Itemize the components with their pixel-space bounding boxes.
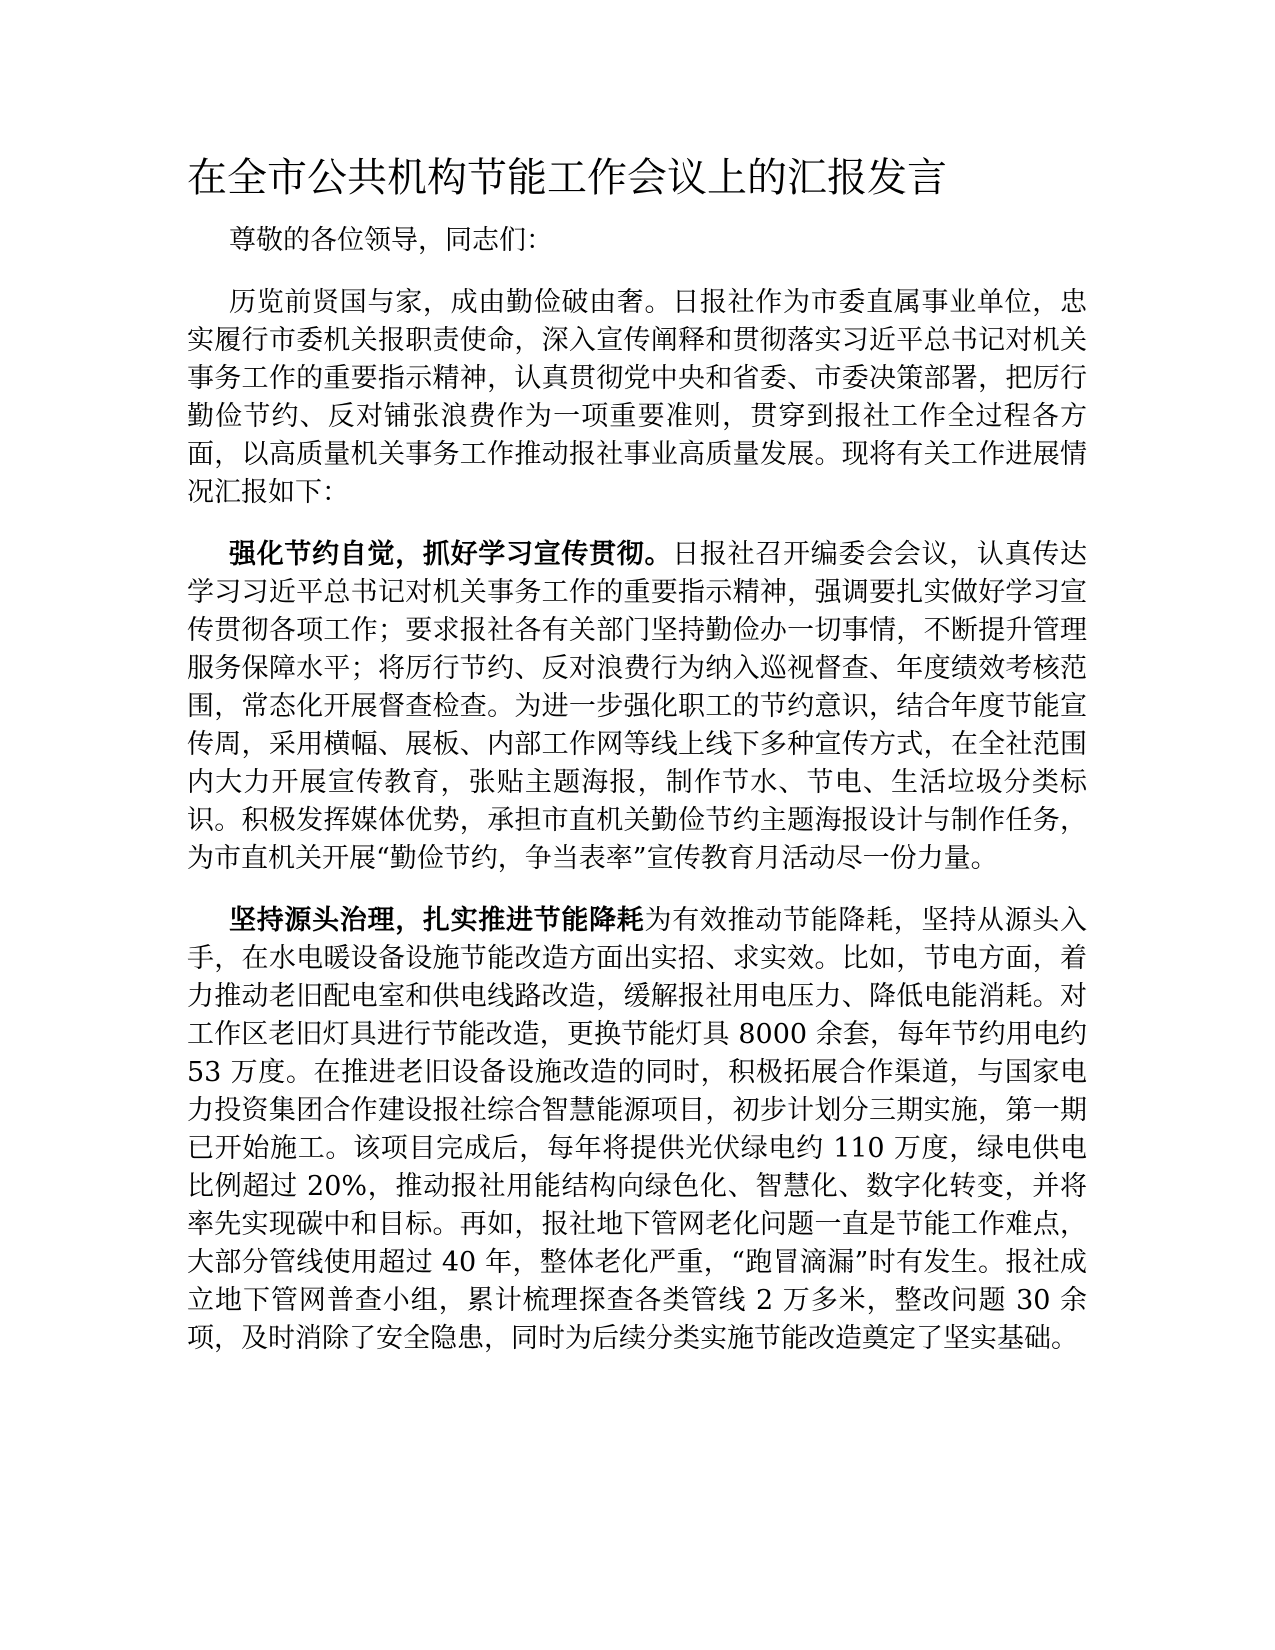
document-body xyxy=(187,146,1087,1382)
paragraph-intro xyxy=(187,284,1087,512)
paragraph-text: 为有效推动节能降耗，坚持从源头入手，在水电暖设备设施节能改造方面出实招、求实效。比如，节电方面，着力推动老旧配电室和供电线路改造，缓解报社用电压力、降低电能消耗。对工作区老旧灯具进行节能改造，更换节能灯具 8000 余套，每年节约用电约 53 万度。在推进老旧设备设施改造的同时，积极拓展合作渠道，与国家电力投资集团合作建设报社综合智慧能源项目，初步计划分三期实施，第一期已开始施工。该项目完成后，每年将提供光伏绿电约 110 万度，绿电供电比例超过 20%，推动报社用能结构向绿色化、智慧化、数字化转变，并将率先实现碳中和目标。再如，报社地下管网老化问题一直是节能工作难点，大部分管线使用超过 40 年，整体老化严重，“跑冒滴漏”时有发生。报社成立地下管网普查小组，累计梳理探查各类管线 2 万多米，整改问题 30 余项，及时消除了安全隐患，同时为后续分类实施节能改造奠定了坚实基础。 xyxy=(187,905,1087,1354)
paragraph-text: 日报社召开编委会会议，认真传达学习习近平总书记对机关事务工作的重要指示精神，强调要扎实做好学习宣传贯彻各项工作；要求报社各有关部门坚持勤俭办一切事情，不断提升管理服务保障水平；将厉行节约、反对浪费行为纳入巡视督查、年度绩效考核范围，常态化开展督查检查。为进一步强化职工的节约意识，结合年度节能宣传周，采用横幅、展板、内部工作网等线上线下多种宣传方式，在全社范围内大力开展宣传教育，张贴主题海报，制作节水、节电、生活垃圾分类标识。积极发挥媒体优势，承担市直机关勤俭节约主题海报设计与制作任务，为市直机关开展“勤俭节约，争当表率”宣传教育月活动尽一份力量。 xyxy=(187,539,1088,874)
paragraph-lead-heading: 强化节约自觉，抓好学习宣传贯彻。 xyxy=(229,539,673,570)
greeting: 尊敬的各位领导，同志们： xyxy=(229,225,553,256)
paragraph-lead-heading: 坚持源头治理，扎实推进节能降耗 xyxy=(229,905,645,936)
paragraph-section-1 xyxy=(187,536,1087,878)
document-title: 在全市公共机构节能工作会议上的汇报发言 xyxy=(187,155,947,201)
paragraph-text: 历览前贤国与家，成由勤俭破由奢。日报社作为市委直属事业单位，忠实履行市委机关报职责使命，深入宣传阐释和贯彻落实习近平总书记对机关事务工作的重要指示精神，认真贯彻党中央和省委、市委决策部署，把厉行勤俭节约、反对铺张浪费作为一项重要准则，贯穿到报社工作全过程各方面，以高质量机关事务工作推动报社事业高质量发展。现将有关工作进展情况汇报如下： xyxy=(187,287,1087,508)
paragraph-section-2 xyxy=(187,902,1087,1358)
